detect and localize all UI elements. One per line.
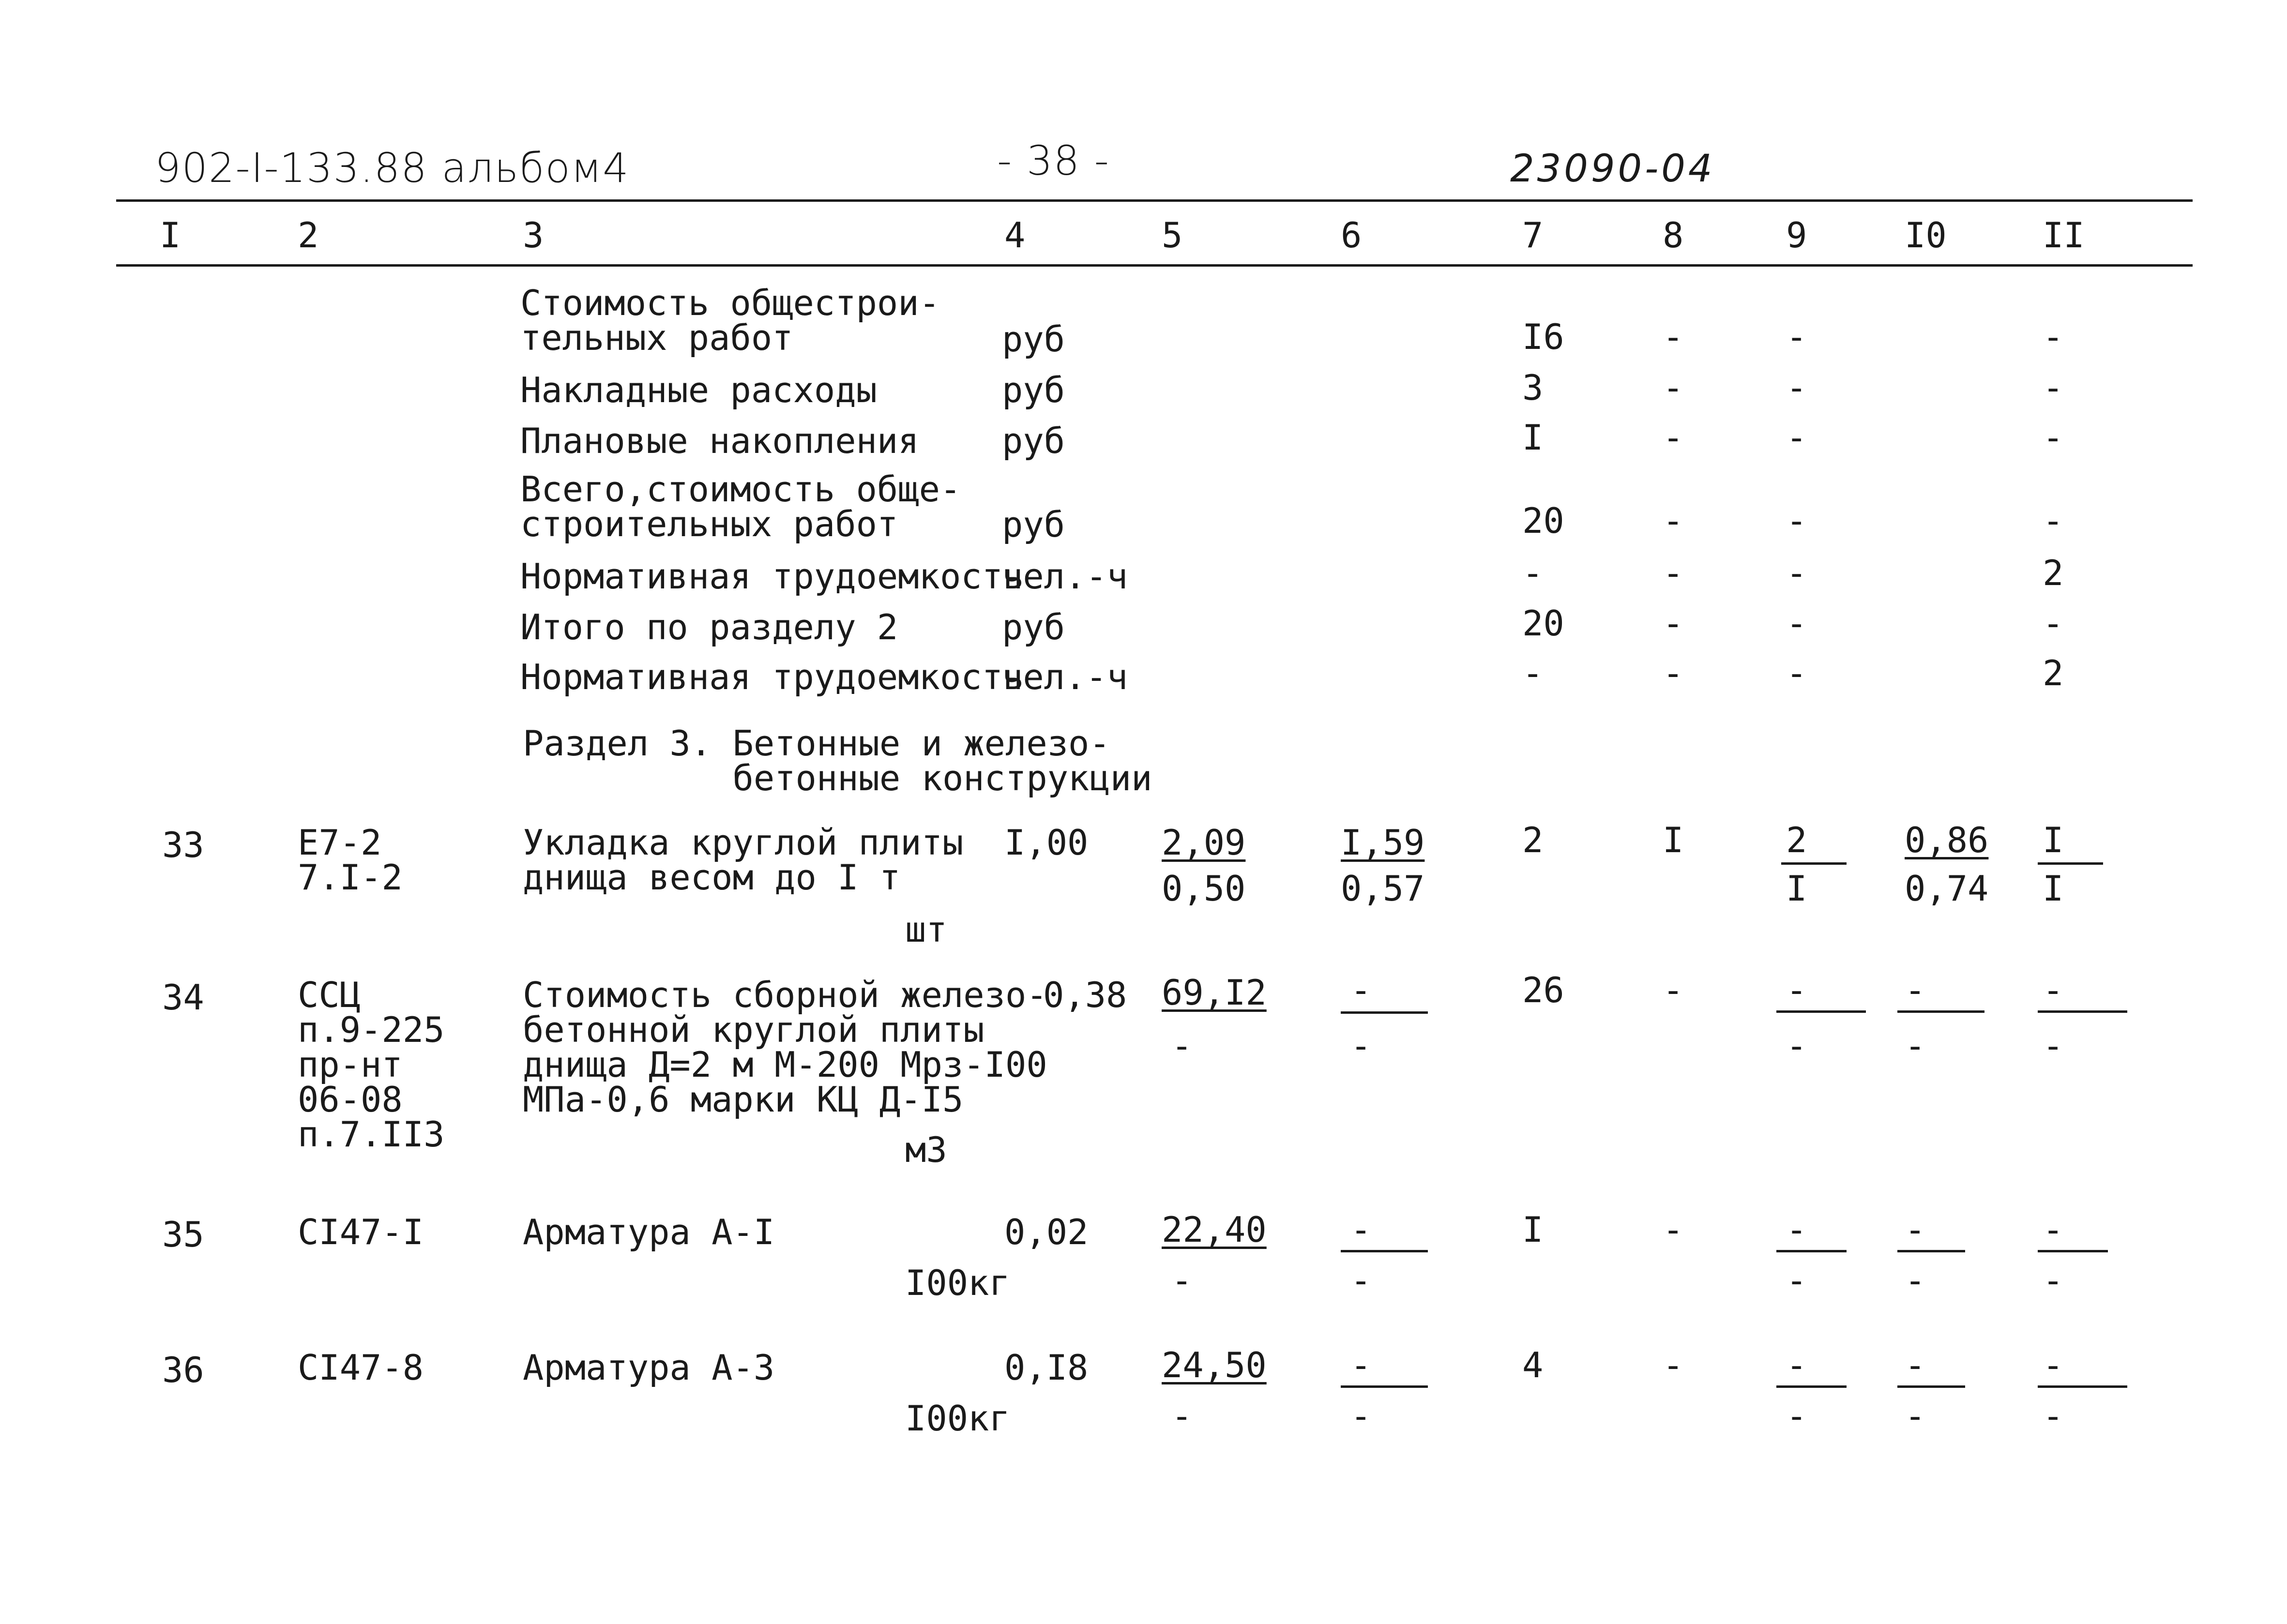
col-header-7: 7 xyxy=(1522,215,1544,256)
summary-col11: - xyxy=(2043,500,2064,541)
summary-col9: - xyxy=(1786,417,1807,458)
col10-top: - xyxy=(1905,1345,1926,1385)
col10-bottom: - xyxy=(1905,1396,1926,1436)
col10-bottom: - xyxy=(1905,1025,1926,1066)
col6-top: - xyxy=(1350,970,1372,1010)
summary-unit: руб xyxy=(1002,607,1065,647)
row-code: СI47-8 xyxy=(298,1347,424,1388)
row-quantity: 0,I8 xyxy=(1004,1347,1089,1388)
row-quantity: I,00 xyxy=(1004,822,1089,863)
col10-fraction-bar xyxy=(1897,1385,1965,1388)
summary-col11: - xyxy=(2043,367,2064,408)
col7: 4 xyxy=(1522,1345,1544,1385)
col-header-2: 2 xyxy=(298,215,319,256)
col10-fraction-bar xyxy=(1897,1250,1965,1252)
col11-fraction-bar xyxy=(2038,1250,2108,1252)
row-name: Арматура А-3 xyxy=(523,1347,775,1388)
col9-bottom: - xyxy=(1786,1396,1807,1436)
col8: - xyxy=(1663,1209,1684,1250)
col6-fraction-bar xyxy=(1341,1011,1428,1014)
col9-bottom: - xyxy=(1786,1260,1807,1301)
col8: I xyxy=(1663,820,1684,860)
col5-bottom: - xyxy=(1171,1025,1193,1066)
col5-top: 2,09 xyxy=(1162,822,1246,863)
summary-unit: руб xyxy=(1002,504,1065,545)
row-code: ССЦ п.9-225 пр-нт 06-08 п.7.II3 xyxy=(298,975,445,1155)
header-top-rule xyxy=(116,199,2193,202)
row-unit: м3 xyxy=(905,1129,947,1170)
document-code: 902-I-133.88 альбом4 xyxy=(155,144,630,192)
col-header-1: I xyxy=(160,215,181,256)
summary-col9: - xyxy=(1786,367,1807,408)
summary-col9: - xyxy=(1786,316,1807,357)
summary-col8: - xyxy=(1663,316,1684,357)
header-bottom-rule xyxy=(116,264,2193,267)
summary-name: Всего,стоимость обще- строительных работ xyxy=(520,469,961,544)
col6-fraction-bar xyxy=(1341,1250,1428,1252)
col7: I xyxy=(1522,1209,1544,1250)
summary-col9: - xyxy=(1786,553,1807,593)
summary-col7: 20 xyxy=(1522,603,1564,644)
col11-fraction-bar xyxy=(2038,1385,2127,1388)
col10-bottom: - xyxy=(1905,1260,1926,1301)
col5-top: 22,40 xyxy=(1162,1209,1267,1250)
col-header-10: I0 xyxy=(1905,215,1947,256)
summary-unit: руб xyxy=(1002,370,1065,410)
col5-top: 24,50 xyxy=(1162,1345,1267,1385)
col10-bottom: 0,74 xyxy=(1905,868,1989,909)
summary-col7: I6 xyxy=(1522,316,1564,357)
col5-bottom: - xyxy=(1171,1260,1193,1301)
row-unit: шт xyxy=(905,909,947,950)
sheet-code: 23090-04 xyxy=(1510,147,1715,191)
col5-top: 69,I2 xyxy=(1162,972,1267,1013)
col9-fraction-bar xyxy=(1776,1385,1847,1388)
summary-col11: - xyxy=(2043,316,2064,357)
row-name: Стоимость сборной железо- бетонной круглой плиты днища Д=2 м М-200 Мрз-I00 МПа-0,6 марки КЦ Д-I5 xyxy=(523,975,1047,1120)
col11-fraction-bar xyxy=(2038,862,2103,865)
col5-bottom: 0,50 xyxy=(1162,868,1246,909)
col-header-3: 3 xyxy=(523,215,544,256)
row-quantity: 0,38 xyxy=(1043,975,1127,1015)
col6-top: I,59 xyxy=(1341,822,1425,863)
row-code: СI47-I xyxy=(298,1212,424,1252)
col11-top: - xyxy=(2043,1345,2064,1385)
summary-col11: 2 xyxy=(2043,653,2064,693)
summary-name: Плановые накопления xyxy=(520,421,919,461)
summary-name: Нормативная трудоемкость xyxy=(520,556,1024,597)
col9-fraction-bar xyxy=(1776,1250,1847,1252)
summary-col7: 20 xyxy=(1522,500,1564,541)
col11-bottom: - xyxy=(2043,1260,2064,1301)
col11-bottom: I xyxy=(2043,868,2064,909)
summary-col9: - xyxy=(1786,500,1807,541)
summary-name: Нормативная трудоемкость xyxy=(520,657,1024,697)
col-header-4: 4 xyxy=(1004,215,1026,256)
col9-fraction-bar xyxy=(1781,862,1847,865)
col6-bottom: - xyxy=(1350,1025,1372,1066)
col6-top: - xyxy=(1350,1345,1372,1385)
row-unit: I00кг xyxy=(905,1398,1010,1439)
col10-top: - xyxy=(1905,970,1926,1010)
summary-col8: - xyxy=(1663,553,1684,593)
col9-top: - xyxy=(1786,1209,1807,1250)
col6-bottom: 0,57 xyxy=(1341,868,1425,909)
row-unit: I00кг xyxy=(905,1263,1010,1303)
summary-col11: 2 xyxy=(2043,553,2064,593)
summary-unit: чел.-ч xyxy=(1002,556,1128,597)
col7: 2 xyxy=(1522,820,1544,860)
row-number: 35 xyxy=(162,1214,204,1255)
col-header-11: II xyxy=(2043,215,2085,256)
col8: - xyxy=(1663,1345,1684,1385)
col9-top: - xyxy=(1786,1345,1807,1385)
row-number: 33 xyxy=(162,825,204,865)
col-header-6: 6 xyxy=(1341,215,1362,256)
summary-col8: - xyxy=(1663,653,1684,693)
col-header-9: 9 xyxy=(1786,215,1807,256)
summary-col8: - xyxy=(1663,417,1684,458)
col11-bottom: - xyxy=(2043,1025,2064,1066)
col9-bottom: - xyxy=(1786,1025,1807,1066)
col10-top: 0,86 xyxy=(1905,820,1989,860)
col-header-8: 8 xyxy=(1663,215,1684,256)
summary-col7: - xyxy=(1522,653,1544,693)
summary-col11: - xyxy=(2043,417,2064,458)
summary-col7: I xyxy=(1522,417,1544,458)
col10-top: - xyxy=(1905,1209,1926,1250)
col6-bottom: - xyxy=(1350,1260,1372,1301)
col6-bottom: - xyxy=(1350,1396,1372,1436)
col11-top: - xyxy=(2043,1209,2064,1250)
col11-fraction-bar xyxy=(2038,1010,2127,1013)
col9-top: 2 xyxy=(1786,820,1807,860)
col-header-5: 5 xyxy=(1162,215,1183,256)
row-quantity: 0,02 xyxy=(1004,1212,1089,1252)
summary-name: Стоимость общестрои- тельных работ xyxy=(520,283,940,358)
summary-unit: руб xyxy=(1002,421,1065,461)
summary-unit: руб xyxy=(1002,319,1065,360)
summary-name: Итого по разделу 2 xyxy=(520,607,898,647)
col11-bottom: - xyxy=(2043,1396,2064,1436)
col5-bottom: - xyxy=(1171,1396,1193,1436)
summary-unit: чел.-ч xyxy=(1002,657,1128,697)
row-number: 36 xyxy=(162,1350,204,1390)
col9-top: - xyxy=(1786,970,1807,1010)
summary-col11: - xyxy=(2043,603,2064,644)
col9-bottom: I xyxy=(1786,868,1807,909)
section-title: Раздел 3. Бетонные и железо- бетонные конструкции xyxy=(523,723,1152,798)
row-number: 34 xyxy=(162,977,204,1018)
row-code: Е7-2 7.I-2 xyxy=(298,822,403,898)
summary-col9: - xyxy=(1786,653,1807,693)
summary-name: Накладные расходы xyxy=(520,370,877,410)
summary-col7: 3 xyxy=(1522,367,1544,408)
row-name: Арматура А-I xyxy=(523,1212,775,1252)
col7: 26 xyxy=(1522,970,1564,1010)
col11-top: - xyxy=(2043,970,2064,1010)
col6-fraction-bar xyxy=(1341,1385,1428,1388)
col9-fraction-bar xyxy=(1776,1010,1866,1013)
row-name: Укладка круглой плиты днища весом до I т xyxy=(523,822,964,898)
page-number: - 38 - xyxy=(997,137,1110,184)
summary-col8: - xyxy=(1663,603,1684,644)
col10-fraction-bar xyxy=(1897,1010,1984,1013)
summary-col7: - xyxy=(1522,553,1544,593)
col6-top: - xyxy=(1350,1209,1372,1250)
summary-col9: - xyxy=(1786,603,1807,644)
summary-col8: - xyxy=(1663,367,1684,408)
col8: - xyxy=(1663,970,1684,1010)
summary-col8: - xyxy=(1663,500,1684,541)
col11-top: I xyxy=(2043,820,2064,860)
